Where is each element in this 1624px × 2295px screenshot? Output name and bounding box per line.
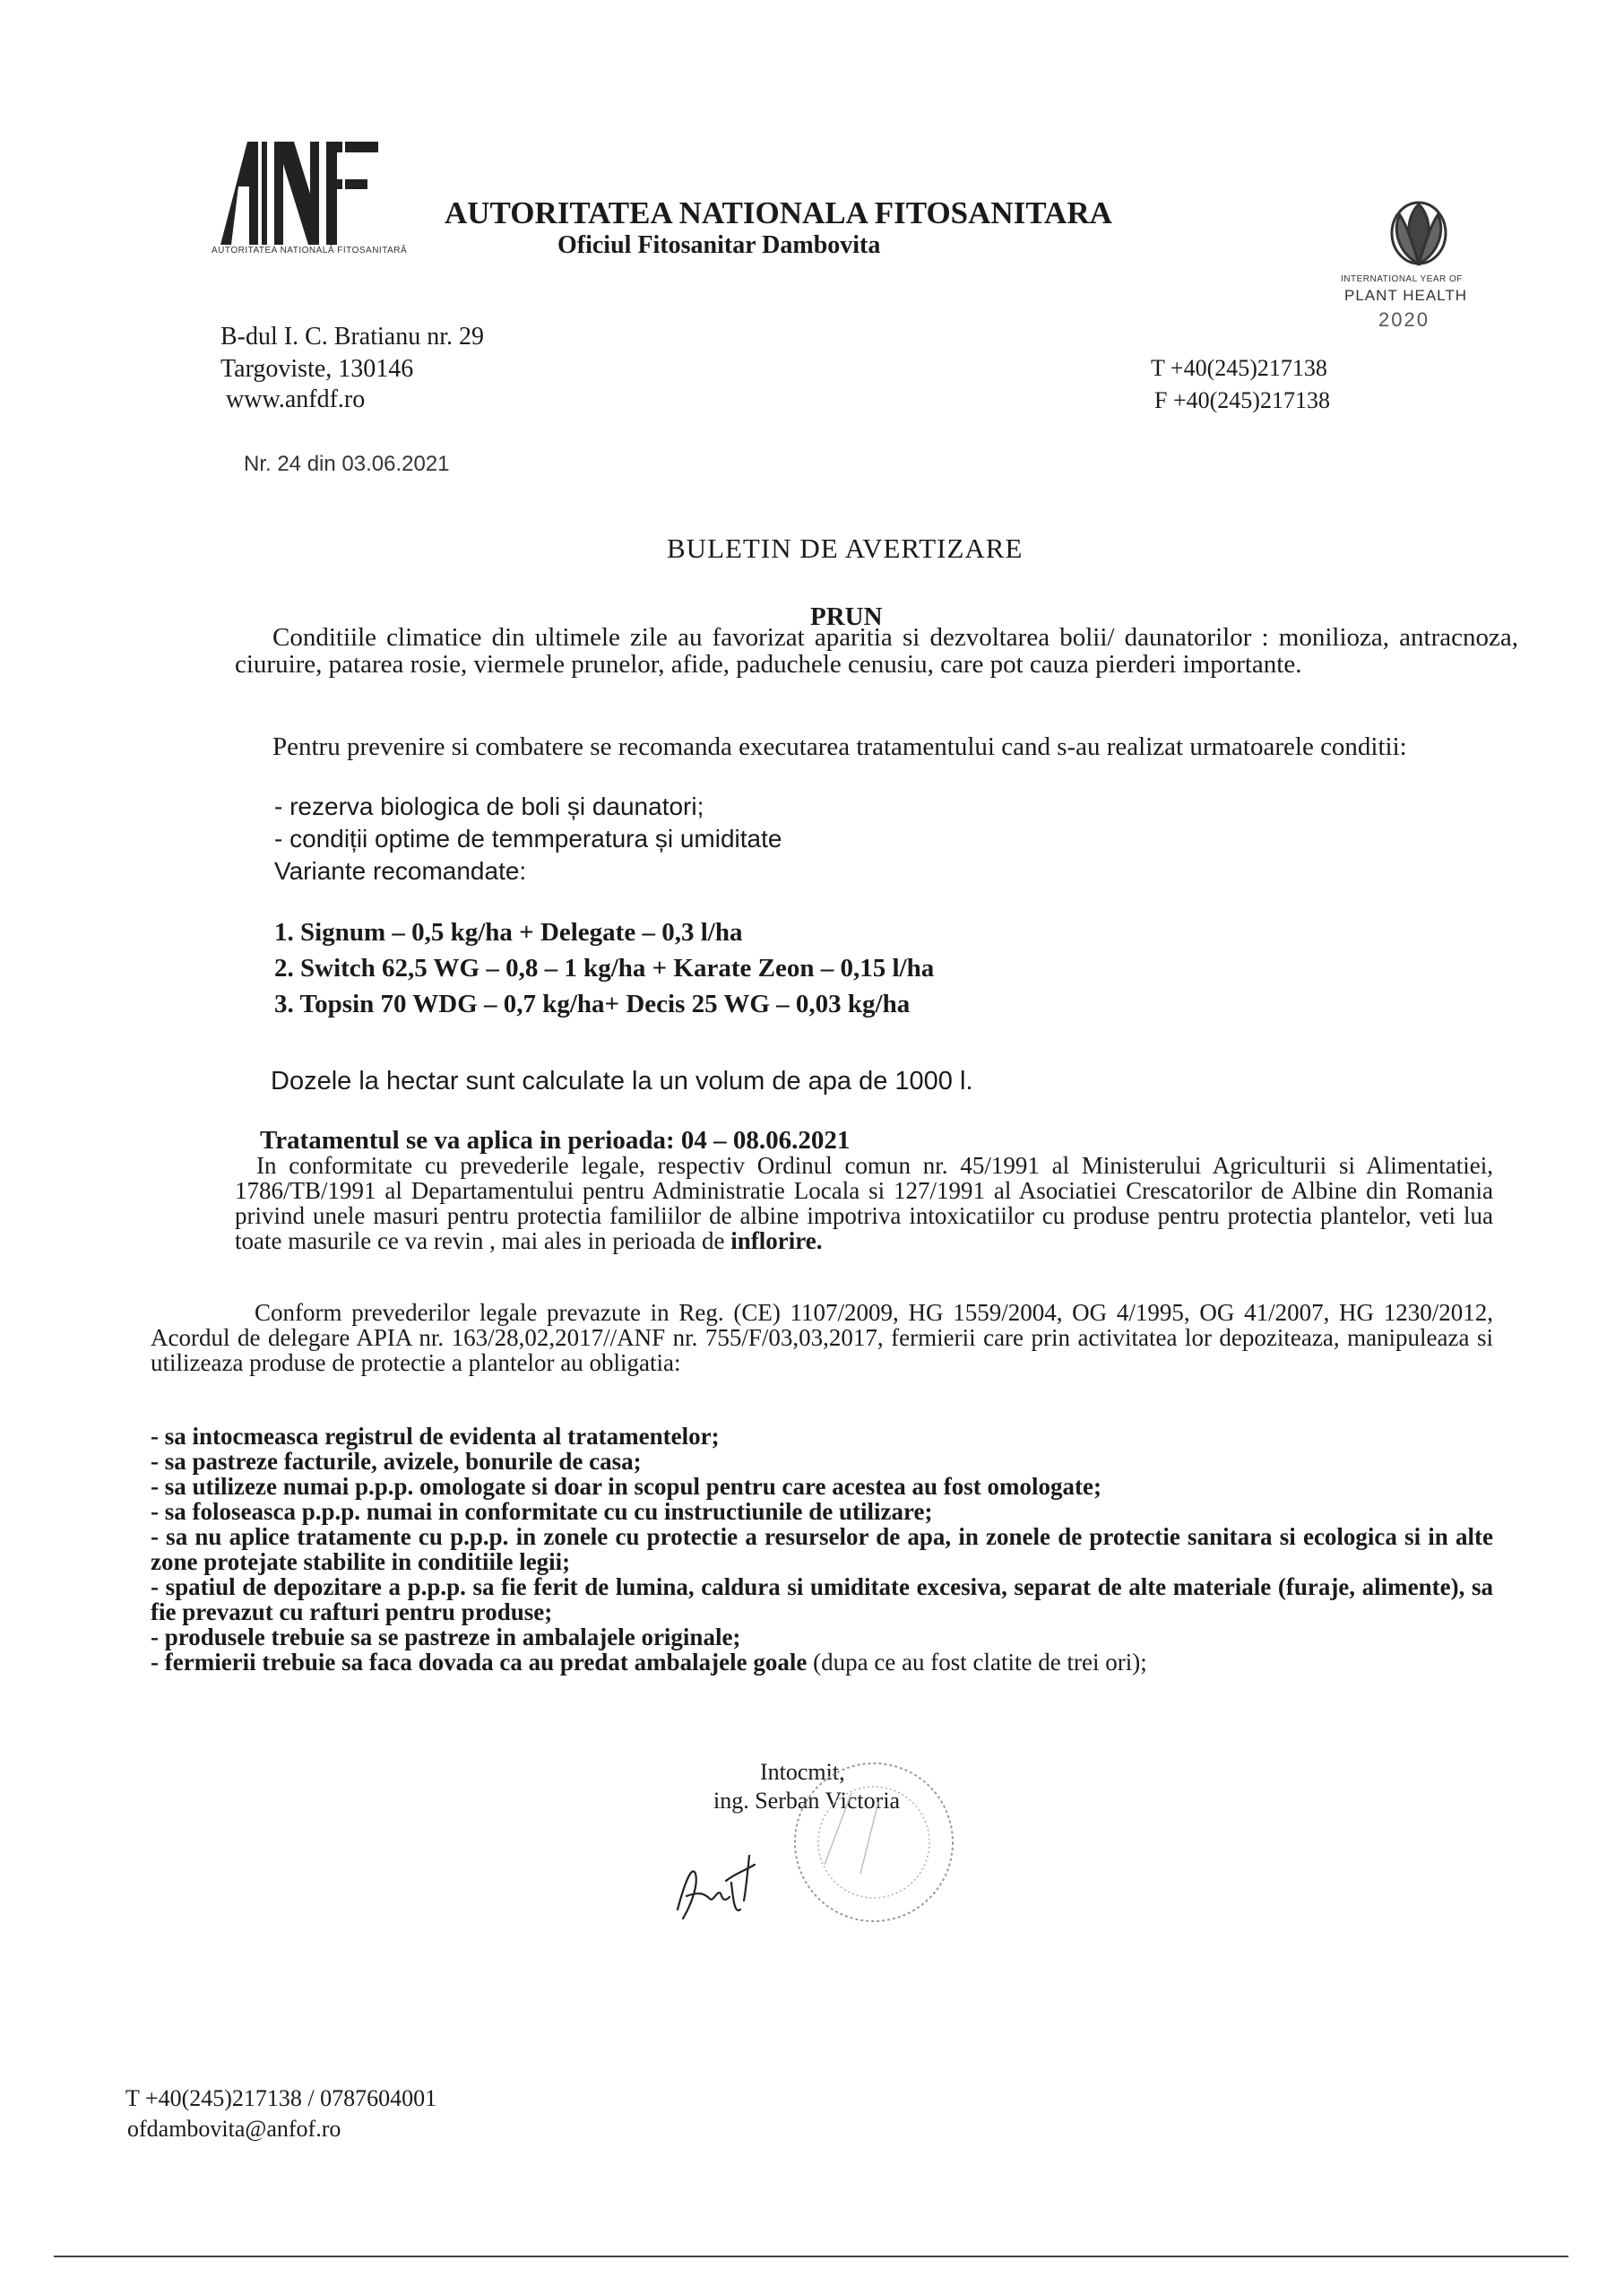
obligation-item: - sa intocmeasca registrul de evidenta al tratamentelor; bbox=[151, 1423, 720, 1450]
treatment-period: Tratamentul se va aplica in perioada: 04 – 08.06.2021 bbox=[260, 1126, 851, 1155]
legal-bees-emphasis: inflorire. bbox=[730, 1227, 823, 1254]
plant-health-icon bbox=[1387, 199, 1450, 267]
address-web: www.anfdf.ro bbox=[226, 385, 366, 413]
treatment-item: 1. Signum – 0,5 kg/ha + Delegate – 0,3 l/ha bbox=[274, 918, 743, 947]
header-fax: F +40(245)217138 bbox=[1154, 387, 1330, 413]
document-number: Nr. 24 din 03.06.2021 bbox=[244, 452, 450, 476]
address-city: Targoviste, 130146 bbox=[220, 355, 414, 383]
footer-divider bbox=[54, 2256, 1568, 2257]
obligation-item: - produsele trebuie sa se pastreze in ambalajele originale; bbox=[151, 1624, 741, 1650]
condition-item: - rezerva biologica de boli și daunatori; bbox=[274, 792, 704, 820]
condition-item: - condiții optime de temmperatura și umiditate bbox=[274, 825, 782, 853]
header-phone: T +40(245)217138 bbox=[1151, 355, 1327, 381]
footer-email: ofdambovita@anfof.ro bbox=[127, 2116, 341, 2142]
variants-label: Variante recomandate: bbox=[274, 857, 527, 885]
signature-name: ing. Serban Victoria bbox=[713, 1788, 901, 1814]
official-stamp bbox=[789, 1757, 959, 1927]
intro-paragraph: Conditiile climatice din ultimele zile au favorizat aparitia si dezvoltarea bolii/ daunatorilor : monilioza, antracnoza, ciuruire, patarea rosie, viermele prunelor, afide, paduchele cenusiu, care pot cauza pierderi importante. bbox=[235, 623, 1518, 679]
signature-role: Intocmit, bbox=[760, 1759, 845, 1785]
obligation-item bbox=[151, 1650, 1493, 1675]
legal-paragraph-ppp: Conform prevederilor legale prevazute in Reg. (CE) 1107/2009, HG 1559/2004, OG 4/1995, OG 41/2007, HG 1230/2012, Acordul de delegare APIA nr. 163/28,02,2017//ANF nr. 755/F/03,03,2017, fermierii care prin activitatea lor depoziteaza, manipuleaza si utilizeaza produse de protectie a plantelor au obligatia: bbox=[151, 1299, 1493, 1376]
handwritten-signature bbox=[669, 1847, 776, 1927]
iyph-year: 2020 bbox=[1378, 308, 1430, 331]
obligations-list bbox=[151, 1424, 1493, 1675]
obligation-normal-part: (dupa ce au fost clatite de trei ori); bbox=[813, 1649, 1147, 1676]
anf-logo bbox=[212, 124, 391, 258]
obligation-bold-part: - fermierii trebuie sa faca dovada ca au predat ambalajele goale bbox=[151, 1649, 808, 1676]
address-street: B-dul I. C. Bratianu nr. 29 bbox=[220, 323, 484, 351]
obligation-item: - sa foloseasca p.p.p. numai in conformitate cu cu instructiunile de utilizare; bbox=[151, 1498, 933, 1525]
treatment-item: 2. Switch 62,5 WG – 0,8 – 1 kg/ha + Karate Zeon – 0,15 l/ha bbox=[274, 954, 935, 983]
treatment-item: 3. Topsin 70 WDG – 0,7 kg/ha+ Decis 25 WG – 0,03 kg/ha bbox=[274, 990, 911, 1018]
bulletin-title: BULETIN DE AVERTIZARE bbox=[667, 533, 1024, 564]
crop-title: PRUN bbox=[810, 602, 883, 631]
legal-paragraph-bees bbox=[235, 1153, 1493, 1253]
footer-phone: T +40(245)217138 / 0787604001 bbox=[125, 2085, 437, 2111]
iyph-line-2: PLANT HEALTH bbox=[1344, 287, 1468, 304]
legal-bees-text: In conformitate cu prevederile legale, respectiv Ordinul comun nr. 45/1991 al Ministerului Agriculturii si Alimentatiei, 1786/TB/1991 al Departamentului pentru Administratie Locala si 127/1991 al Asociatiei Crescatorilor de Albine din Romania privind unele masuri pentru protectia familiilor de albine impotriva intoxicatiilor cu produse pentru protectia plantelor, veti lua toate masurile ce va revin , mai ales in perioada de bbox=[235, 1152, 1493, 1254]
logo-caption: AUTORITATEA NATIONALĂ FITOSANITARĂ bbox=[212, 246, 408, 255]
obligation-item: - spatiul de depozitare a p.p.p. sa fie ferit de lumina, caldura si umiditate excesiva, separat de alte materiale (furaje, alimente), sa fie prevazut cu rafturi pentru produse; bbox=[151, 1573, 1493, 1625]
org-subtitle: Oficiul Fitosanitar Dambovita bbox=[557, 231, 881, 259]
obligation-item: - sa pastreze facturile, avizele, bonurile de casa; bbox=[151, 1448, 642, 1475]
obligation-item: - sa utilizeze numai p.p.p. omologate si doar in scopul pentru care acestea au fost omologate; bbox=[151, 1473, 1101, 1500]
org-title: AUTORITATEA NATIONALA FITOSANITARA bbox=[445, 195, 1112, 230]
prevention-paragraph: Pentru prevenire si combatere se recomanda executarea tratamentului cand s-au realizat urmatoarele conditii: bbox=[272, 732, 1407, 761]
dose-note: Dozele la hectar sunt calculate la un volum de apa de 1000 l. bbox=[271, 1067, 973, 1096]
obligation-item: - sa nu aplice tratamente cu p.p.p. in zonele cu protectie a resurselor de apa, in zonele de protectie sanitara si ecologica si in alte zone protejate stabilite in conditiile legii; bbox=[151, 1523, 1493, 1575]
iyph-line-1: INTERNATIONAL YEAR OF bbox=[1341, 274, 1463, 284]
